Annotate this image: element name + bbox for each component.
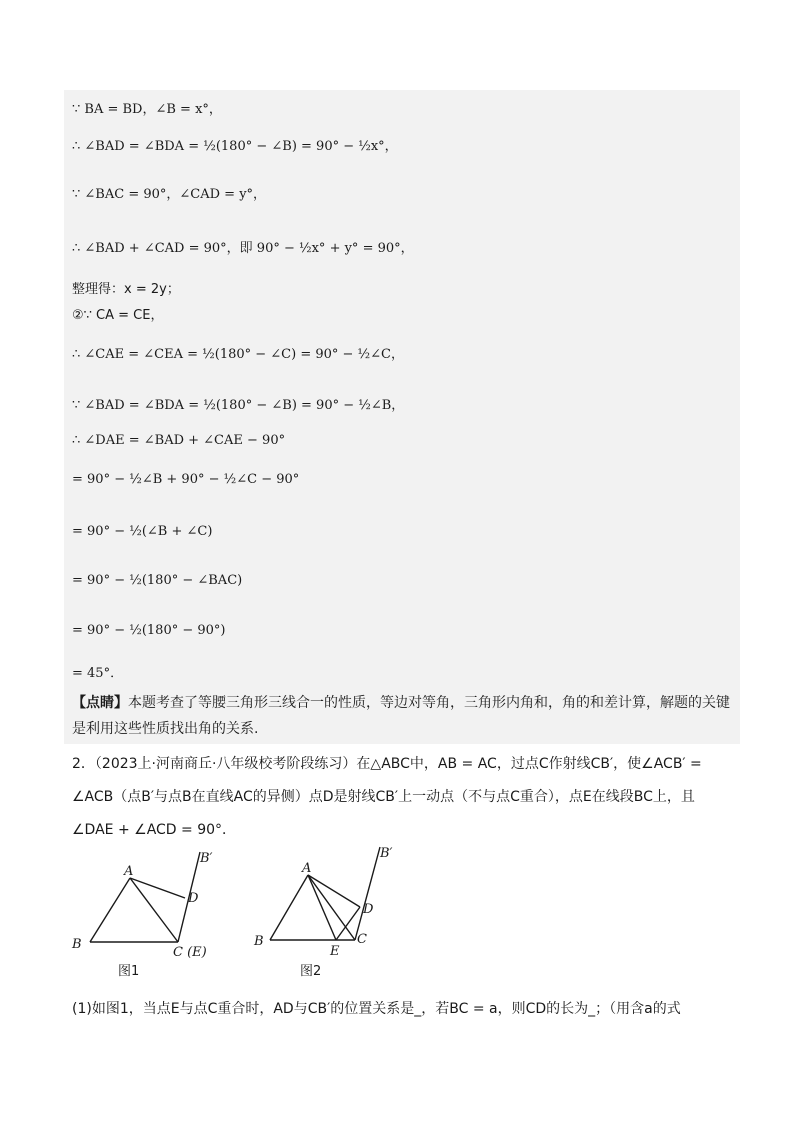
comment-text: 本题考查了等腰三角形三线合一的性质，等边对等角，三角形内角和，角的和差计算，解题的关键是利用这些性质找出角的关系. <box>72 695 730 737</box>
fig2-label-b: B <box>254 934 264 949</box>
fig1-segment-ab <box>90 878 130 942</box>
solution-line: = 90° − ½∠B + 90° − ½∠C − 90° <box>72 472 300 487</box>
fig1-label-b: B <box>72 937 82 952</box>
solution-line: ∴ ∠BAD = ∠BDA = ½(180° − ∠B) = 90° − ½x°， <box>72 139 398 154</box>
solution-line: = 45°． <box>72 666 124 681</box>
fig2-label-e: E <box>330 944 340 959</box>
solution-line: ∴ ∠CAE = ∠CEA = ½(180° − ∠C) = 90° − ½∠C， <box>72 347 405 362</box>
question-1: (1)如图1，当点E与点C重合时，AD与CB′的位置关系是_，若BC = a，则CD的长为_；（用含a的式 <box>72 1001 681 1017</box>
fig2-segment-ad <box>308 875 360 907</box>
solution-line: 整理得：x = 2y； <box>72 282 180 297</box>
fig1-segment-ac <box>130 878 178 942</box>
solution-line: = 90° − ½(180° − 90°) <box>72 623 226 638</box>
fig2-label-b-prime: B′ <box>380 846 393 861</box>
fig1-label-c: C (E) <box>173 945 207 960</box>
figure-1 <box>60 840 250 970</box>
solution-line: = 90° − ½(∠B + ∠C) <box>72 524 213 539</box>
fig1-label-a: A <box>124 864 134 879</box>
problem-statement: 2．（2023上·河南商丘·八年级校考阶段练习）在△ABC中，AB = AC，过点C作射线CB′，使∠ACB′ = ∠ACB（点B′与点B在直线AC的异侧）点D是射线CB′上一动点（不与点C重合），点E在线段BC上，且∠DAE + ∠ACD = 90°． <box>72 756 702 838</box>
fig1-label-b-prime: B′ <box>200 851 213 866</box>
fig2-label-c: C <box>357 932 367 947</box>
fig2-label-d: D <box>363 902 374 917</box>
solution-line: ∵ BA = BD，∠B = x°， <box>72 102 222 117</box>
solution-line: ∵ ∠BAC = 90°，∠CAD = y°， <box>72 187 267 202</box>
solution-line: ∴ ∠DAE = ∠BAD + ∠CAE − 90° <box>72 433 286 448</box>
fig1-label-d: D <box>188 891 199 906</box>
figure-2-caption: 图2 <box>300 964 322 979</box>
fig2-label-a: A <box>302 861 312 876</box>
comment-tag: 【点睛】 <box>72 695 128 711</box>
solution-line: ∵ ∠BAD = ∠BDA = ½(180° − ∠B) = 90° − ½∠B， <box>72 398 405 413</box>
solution-line: ∴ ∠BAD + ∠CAD = 90°，即 90° − ½x° + y° = 90°， <box>72 241 414 256</box>
figure-2 <box>250 835 420 970</box>
comment-block <box>72 690 732 742</box>
fig2-segment-ab <box>270 875 308 940</box>
solution-line: = 90° − ½(180° − ∠BAC) <box>72 573 243 588</box>
figure-1-caption: 图1 <box>118 964 140 979</box>
solution-line: ②∵ CA = CE， <box>72 308 164 323</box>
fig2-ray-cb-prime <box>355 847 380 940</box>
